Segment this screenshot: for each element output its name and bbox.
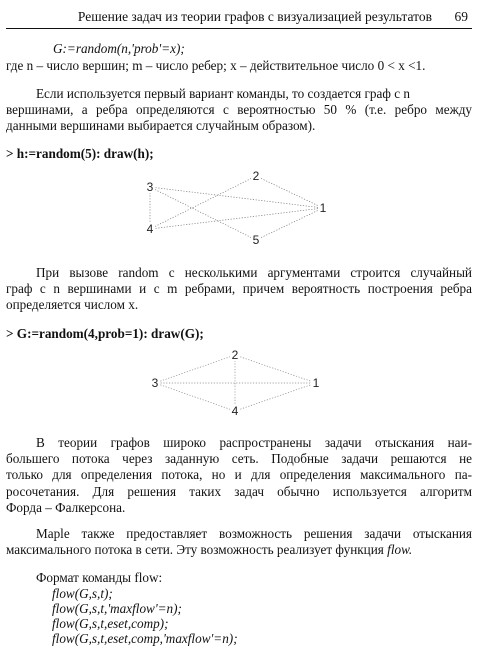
paragraph-line <box>6 542 472 558</box>
paragraph-line: вершинами, а ребра определяются с вероятностью 50 % (т.е. ребро между <box>6 102 472 118</box>
graph-g-vertex-3: 3 <box>151 376 159 390</box>
graph-h-vertex-5: 5 <box>252 233 260 247</box>
flow-format-4: flow(G,s,t,eset,comp,'maxflow'=n); <box>52 631 238 646</box>
paragraph-line: определяется числом x. <box>6 297 139 313</box>
paragraph-line: Maple также предоставляет возможность решения задачи отыскания <box>36 526 472 541</box>
graph-g-edge-2-1 <box>235 355 316 383</box>
graph-g-drawing <box>146 345 330 419</box>
graph-h-edge-5-1 <box>256 208 323 240</box>
paragraph-random-args <box>6 265 472 314</box>
graph-h-vertex-2: 2 <box>252 169 260 183</box>
parameter-description: где n – число вершин; m – число ребер; x – действительное число 0 < x <1. <box>6 58 426 73</box>
flow-format-3: flow(G,s,t,eset,comp); <box>52 616 169 631</box>
graph-h-drawing <box>140 168 340 250</box>
graph-g-edge-3-2 <box>155 355 235 383</box>
paragraph-line: только для определения потока, но и для определения максимального па- <box>6 467 472 483</box>
graph-g-edge-3-4 <box>155 383 235 411</box>
paragraph-line: Если используется первый вариант команды, то создается граф с n <box>36 86 410 101</box>
header-title: Решение задач из теории графов с визуализацией результатов <box>77 9 432 24</box>
flow-format-2: flow(G,s,t,'maxflow'=n); <box>52 601 182 616</box>
graph-h-edge-3-1 <box>150 187 323 208</box>
graph-g-edge-4-1 <box>235 383 316 411</box>
maple-command-1: > h:=random(5): draw(h); <box>6 146 154 161</box>
graph-g-vertex-2: 2 <box>231 348 239 362</box>
paragraph-line: При вызове random с несколькими аргументами строится случайный <box>36 265 472 280</box>
paragraph-line: данными вершинами выбирается случайным образом). <box>6 118 316 134</box>
graph-h-edge-2-1 <box>256 176 323 208</box>
graph-g-vertex-1: 1 <box>312 376 320 390</box>
graph-h-vertex-1: 1 <box>319 201 327 215</box>
paragraph-first-variant <box>6 86 472 135</box>
graph-g-vertex-4: 4 <box>231 404 239 418</box>
paragraph-line: большего потока через заданную сеть. Подобные задачи решаются не <box>6 451 472 467</box>
graph-h-edge-4-1 <box>150 208 323 229</box>
function-name-flow: flow. <box>387 542 413 558</box>
format-label: Формат команды flow: <box>36 570 163 585</box>
paragraph-line: Форда – Фалкерсона. <box>6 499 126 515</box>
flow-format-1: flow(G,s,t); <box>52 586 113 601</box>
page-number: 69 <box>454 9 468 24</box>
code-random-prob: G:=random(n,'prob'=x); <box>53 41 185 56</box>
graph-h-edge-4-2 <box>150 176 256 229</box>
graph-h-vertex-3: 3 <box>146 180 154 194</box>
paragraph-maple-flow <box>6 526 472 558</box>
graph-h-vertex-4: 4 <box>146 222 154 236</box>
paragraph-line: граф с n вершинами и с m ребрами, причем вероятность построения ребра <box>6 281 472 297</box>
paragraph-line: росочетания. Для решения таких задач обычно используется алгоритм <box>6 483 472 499</box>
graph-h-edge-3-5 <box>150 187 256 240</box>
paragraph-line-text: максимального потока в сети. Эту возможность реализует функция flow. <box>6 542 413 558</box>
paragraph-line: В теории графов широко распространены задачи отыскания наи- <box>36 435 472 450</box>
maple-command-2: > G:=random(4,prob=1): draw(G); <box>6 326 204 341</box>
running-header <box>6 6 472 29</box>
paragraph-flow-theory <box>6 435 472 516</box>
